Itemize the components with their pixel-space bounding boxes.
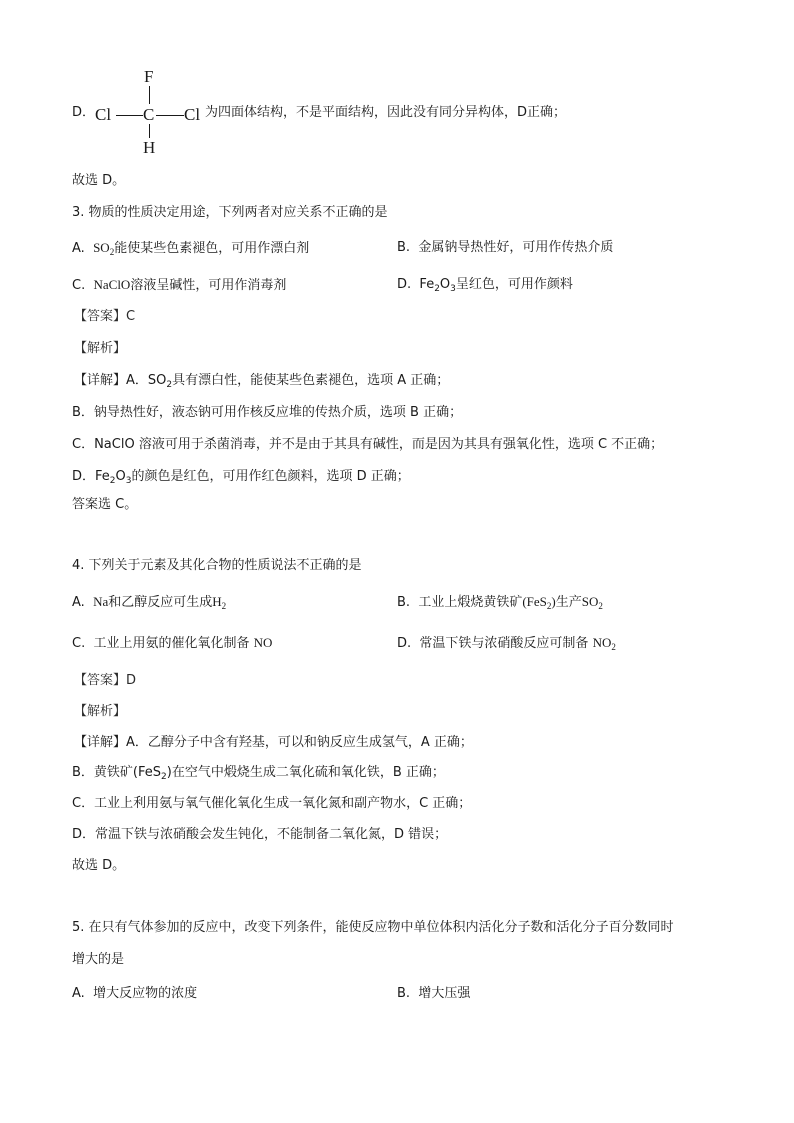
q3-stem: 3. 物质的性质决定用途，下列两者对应关系不正确的是 (72, 205, 388, 220)
atom-center: C (143, 105, 155, 124)
q4-conclusion: 故选 D。 (72, 858, 126, 873)
q3-detail-d: D．$Fe_2O_3$的颜色是红色，可用作红色颜料，选项 D 正确； (72, 469, 410, 486)
bond-right (156, 115, 184, 116)
q4-detail-c: C．工业上利用氨与氧气催化氧化生成一氧化氮和副产物水，C 正确； (72, 796, 472, 811)
q3-answer: 【答案】C (74, 309, 136, 324)
atom-top: F (144, 67, 154, 86)
q4-option-a: A. Na和乙醇反应可生成$H_2$ (72, 594, 227, 611)
q5-option-b: B. 增大压强 (397, 986, 471, 1001)
structural-formula (94, 66, 206, 158)
q3-conclusion: 答案选 C。 (72, 497, 138, 512)
q4-stem: 4. 下列关于元素及其化合物的性质说法不正确的是 (72, 558, 362, 573)
q3-detail-b: B．钠导热性好，液态钠可用作核反应堆的传热介质，选项 B 正确； (72, 405, 463, 420)
atom-bottom: H (143, 138, 156, 157)
q4-answer: 【答案】D (74, 673, 137, 688)
q4-detail-b: B．黄铁矿(FeS$_2$)在空气中煅烧生成二氧化硫和氧化铁，B 正确； (72, 765, 445, 782)
bond-bottom (149, 124, 150, 138)
q5-option-a: A. 增大反应物的浓度 (72, 986, 198, 1001)
q3-option-b: B. 金属钠导热性好，可用作传热介质 (397, 240, 614, 255)
bond-top (149, 86, 150, 104)
q3-option-a: A. $SO_2$能使某些色素褪色，可用作漂白剂 (72, 240, 310, 257)
q5-stem-line2: 增大的是 (72, 952, 125, 967)
q2-option-d-text: 为四面体结构，不是平面结构，因此没有同分异构体，D正确； (205, 105, 567, 120)
q5-stem-line1: 5. 在只有气体参加的反应中，改变下列条件，能使反应物中单位体积内活化分子数和活化分子百分数同时 (72, 920, 674, 935)
q3-option-d: D. $Fe_2O_3$呈红色，可用作颜料 (397, 277, 573, 294)
q4-detail-d: D．常温下铁与浓硝酸会发生钝化，不能制备二氧化氮，D 错误； (72, 827, 448, 842)
q4-option-c: C. 工业上用氨的催化氧化制备 NO (72, 635, 273, 651)
atom-left: Cl (95, 105, 112, 124)
q4-analysis-tag: 【解析】 (74, 704, 127, 719)
q3-analysis-tag: 【解析】 (74, 341, 127, 356)
q3-detail-a: 【详解】A．$SO_2$具有漂白性，能使某些色素褪色，选项 A 正确； (74, 373, 450, 390)
atom-right: Cl (184, 105, 201, 124)
q3-option-c: C. NaClO溶液呈碱性，可用作消毒剂 (72, 277, 287, 293)
q4-detail-a: 【详解】A．乙醇分子中含有羟基，可以和钠反应生成氢气，A 正确； (74, 735, 473, 750)
bond-left (116, 115, 143, 116)
q3-detail-c: C．NaClO 溶液可用于杀菌消毒，并不是由于其具有碱性，而是因为其具有强氧化性，选项 C 不正确； (72, 437, 664, 452)
q2-conclusion: 故选 D。 (72, 173, 126, 188)
q2-option-d-label: D． (72, 105, 96, 120)
q4-option-d: D. 常温下铁与浓硝酸反应可制备 $NO_2$ (397, 635, 616, 652)
q4-option-b: B. 工业上煅烧黄铁矿(FeS$_2$)生产$SO_2$ (397, 594, 603, 611)
